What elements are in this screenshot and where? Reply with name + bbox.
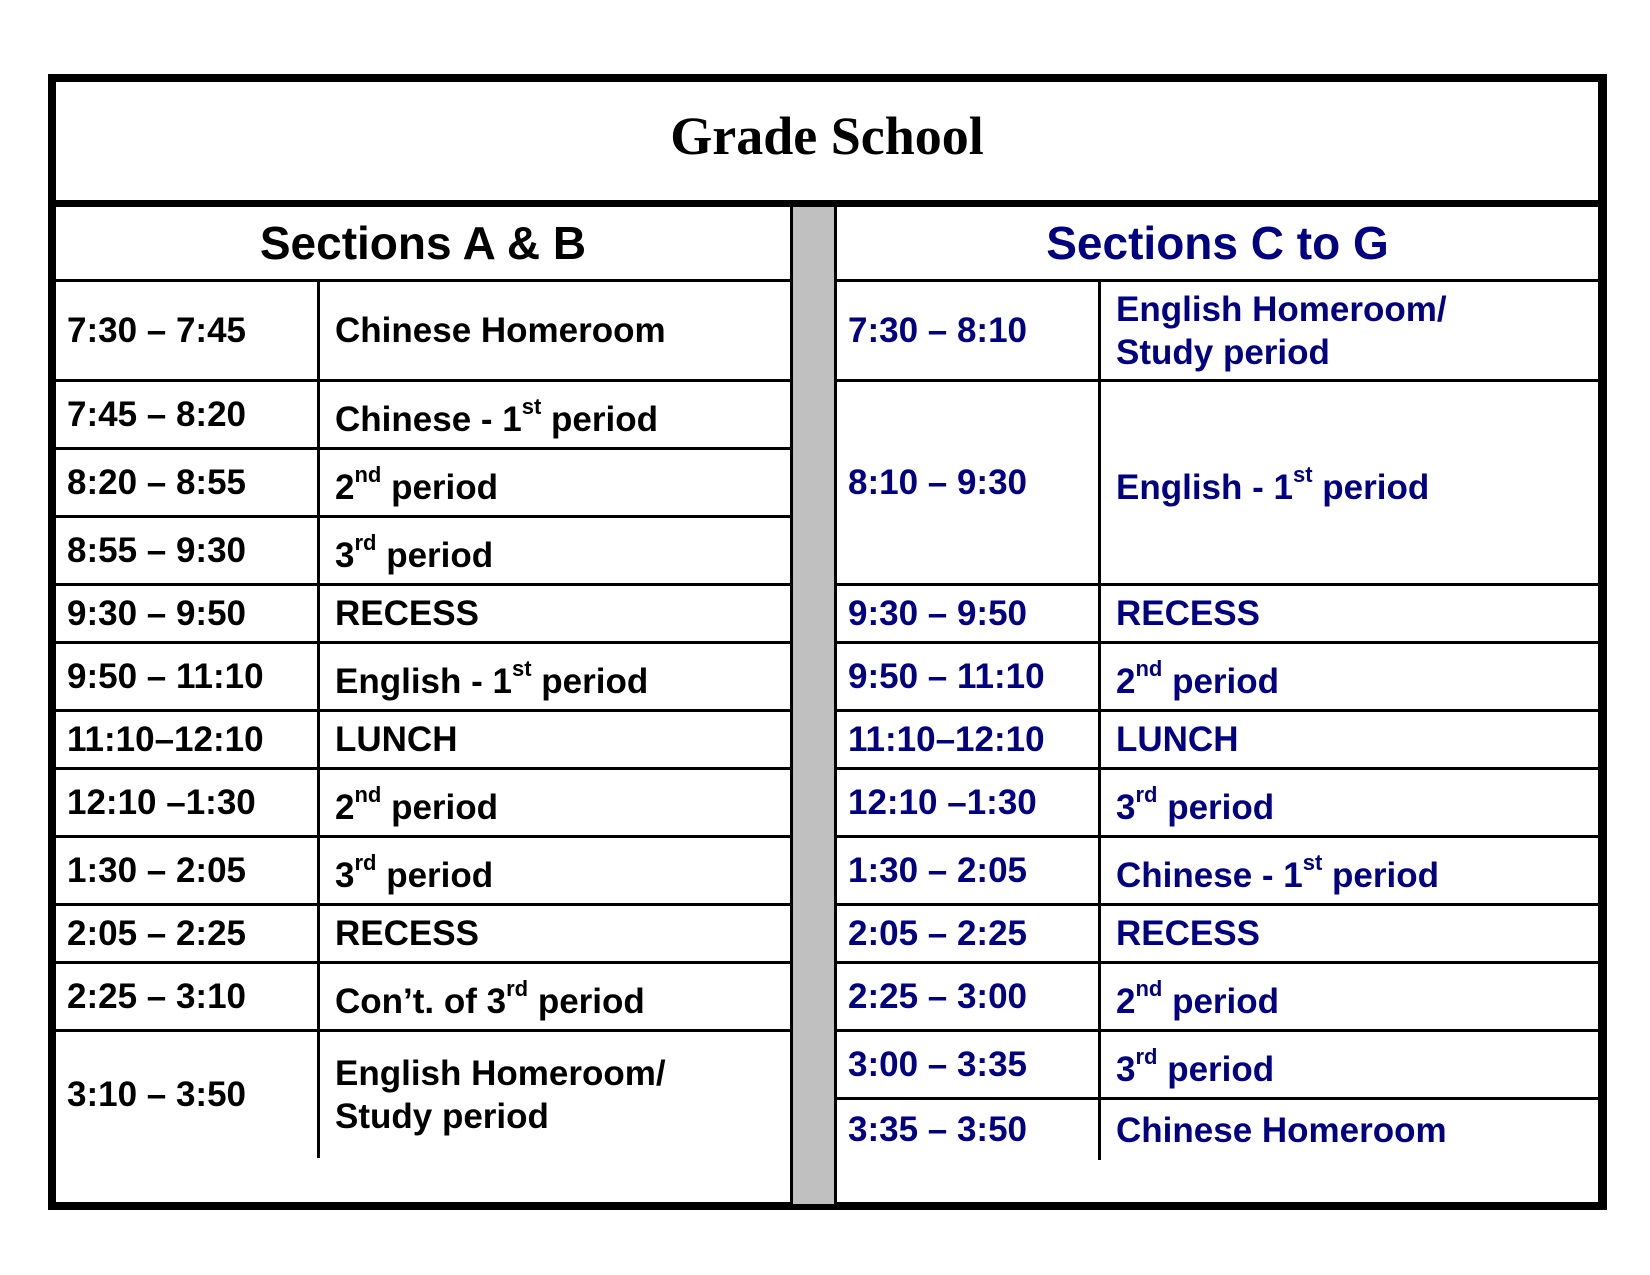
activity-text bbox=[335, 592, 479, 635]
activity-text bbox=[1116, 782, 1275, 829]
activity-label: 2 bbox=[335, 788, 355, 827]
schedule-row bbox=[56, 1032, 790, 1158]
sections-a-b-heading: Sections A & B bbox=[56, 207, 790, 282]
activity-label-line2: Study period bbox=[335, 1097, 549, 1136]
activity-cell bbox=[320, 282, 790, 379]
activity-label: LUNCH bbox=[335, 720, 458, 759]
schedule-row bbox=[56, 770, 790, 838]
time-cell: 8:55 – 9:30 bbox=[56, 518, 320, 583]
time-cell: 9:30 – 9:50 bbox=[837, 586, 1101, 641]
activity-cell bbox=[320, 450, 790, 515]
schedule-row bbox=[56, 282, 790, 382]
schedule-row bbox=[837, 1100, 1598, 1160]
activity-text bbox=[335, 656, 649, 703]
activity-label: RECESS bbox=[335, 914, 479, 953]
column-divider bbox=[790, 207, 837, 1204]
time-cell: 7:45 – 8:20 bbox=[56, 382, 320, 447]
title-text: Grade School bbox=[670, 106, 984, 166]
ordinal-suffix: nd bbox=[354, 462, 382, 488]
schedule-row bbox=[56, 382, 790, 450]
time-cell: 11:10–12:10 bbox=[56, 712, 320, 767]
time-cell: 7:30 – 7:45 bbox=[56, 282, 320, 379]
title-rule bbox=[54, 200, 1600, 207]
activity-label: 2 bbox=[335, 468, 355, 507]
activity-label: 2 bbox=[1116, 662, 1136, 701]
activity-cell bbox=[1101, 1100, 1598, 1160]
time-cell: 3:00 – 3:35 bbox=[837, 1032, 1101, 1097]
activity-period-word: period bbox=[376, 536, 494, 575]
activity-label: 3 bbox=[335, 536, 355, 575]
schedule-row bbox=[56, 518, 790, 586]
activity-cell bbox=[1101, 382, 1598, 583]
activity-period-word: period bbox=[381, 468, 499, 507]
time-cell: 9:30 – 9:50 bbox=[56, 586, 320, 641]
activity-label: RECESS bbox=[335, 594, 479, 633]
schedule-row bbox=[837, 382, 1598, 586]
schedule-title bbox=[56, 84, 1598, 200]
ordinal-suffix: rd bbox=[1135, 1044, 1158, 1070]
ordinal-suffix: rd bbox=[1135, 782, 1158, 808]
time-cell: 2:05 – 2:25 bbox=[56, 906, 320, 961]
activity-cell bbox=[320, 586, 790, 641]
time-cell: 12:10 –1:30 bbox=[56, 770, 320, 835]
activity-cell bbox=[1101, 964, 1598, 1029]
ordinal-suffix: rd bbox=[354, 530, 377, 556]
activity-text bbox=[335, 1052, 666, 1138]
schedule-row bbox=[837, 770, 1598, 838]
ordinal-suffix: nd bbox=[1135, 976, 1163, 1002]
activity-text bbox=[335, 976, 645, 1023]
time-cell: 12:10 –1:30 bbox=[837, 770, 1101, 835]
schedule-row bbox=[56, 586, 790, 644]
ordinal-suffix: nd bbox=[354, 782, 382, 808]
time-cell: 8:10 – 9:30 bbox=[837, 382, 1101, 583]
ordinal-suffix: st bbox=[511, 656, 532, 682]
activity-period-word: period bbox=[1322, 856, 1439, 895]
activity-label: RECESS bbox=[1116, 914, 1260, 953]
schedule-row bbox=[837, 644, 1598, 712]
schedule-row bbox=[837, 586, 1598, 644]
activity-label: Chinese Homeroom bbox=[335, 311, 666, 350]
activity-period-word: period bbox=[531, 662, 649, 701]
ordinal-suffix: rd bbox=[354, 850, 377, 876]
activity-period-word: period bbox=[1162, 982, 1280, 1021]
activity-text bbox=[1116, 850, 1439, 897]
activity-cell bbox=[320, 518, 790, 583]
activity-period-word: period bbox=[1157, 1050, 1275, 1089]
activity-cell bbox=[320, 644, 790, 709]
time-cell: 2:25 – 3:00 bbox=[837, 964, 1101, 1029]
activity-cell bbox=[1101, 282, 1598, 379]
activity-cell bbox=[320, 838, 790, 903]
sections-a-b-column bbox=[56, 207, 790, 1158]
activity-text bbox=[335, 462, 499, 509]
ordinal-suffix: nd bbox=[1135, 656, 1163, 682]
sections-c-g-heading: Sections C to G bbox=[837, 207, 1598, 282]
activity-label: English Homeroom/ bbox=[335, 1054, 666, 1093]
schedule-row bbox=[56, 644, 790, 712]
ordinal-suffix: st bbox=[1292, 462, 1313, 488]
time-cell: 1:30 – 2:05 bbox=[56, 838, 320, 903]
activity-label-line2: Study period bbox=[1116, 332, 1330, 372]
schedule-row bbox=[56, 838, 790, 906]
activity-cell bbox=[320, 1032, 790, 1158]
ordinal-suffix: rd bbox=[506, 976, 529, 1002]
activity-text bbox=[335, 309, 666, 352]
schedule-row bbox=[56, 450, 790, 518]
activity-cell bbox=[320, 770, 790, 835]
activity-period-word: period bbox=[1162, 662, 1280, 701]
schedule-row bbox=[837, 906, 1598, 964]
schedule-row bbox=[56, 906, 790, 964]
activity-period-word: period bbox=[376, 856, 494, 895]
time-cell: 11:10–12:10 bbox=[837, 712, 1101, 767]
activity-text bbox=[335, 850, 494, 897]
activity-cell bbox=[1101, 644, 1598, 709]
ordinal-suffix: st bbox=[1302, 850, 1323, 876]
activity-text bbox=[1116, 1109, 1447, 1152]
activity-text bbox=[1116, 288, 1447, 374]
activity-cell bbox=[1101, 1032, 1598, 1097]
activity-cell bbox=[1101, 586, 1598, 641]
schedule-row bbox=[837, 838, 1598, 906]
activity-cell bbox=[1101, 770, 1598, 835]
activity-label: Con’t. of 3 bbox=[335, 982, 507, 1021]
activity-text bbox=[1116, 462, 1430, 509]
time-cell: 3:35 – 3:50 bbox=[837, 1100, 1101, 1160]
activity-text bbox=[335, 530, 494, 577]
schedule-row bbox=[837, 712, 1598, 770]
time-cell: 3:10 – 3:50 bbox=[56, 1032, 320, 1158]
activity-label: English Homeroom/ bbox=[1116, 289, 1447, 329]
activity-period-word: period bbox=[528, 982, 645, 1021]
activity-label: 2 bbox=[1116, 982, 1136, 1021]
activity-cell bbox=[1101, 712, 1598, 767]
activity-cell bbox=[1101, 906, 1598, 961]
schedule-row bbox=[837, 1032, 1598, 1100]
activity-cell bbox=[320, 712, 790, 767]
time-cell: 8:20 – 8:55 bbox=[56, 450, 320, 515]
time-cell: 1:30 – 2:05 bbox=[837, 838, 1101, 903]
activity-period-word: period bbox=[381, 788, 499, 827]
activity-period-word: period bbox=[1312, 468, 1430, 507]
time-cell: 7:30 – 8:10 bbox=[837, 282, 1101, 379]
activity-text bbox=[1116, 592, 1260, 635]
activity-label: 3 bbox=[1116, 1050, 1136, 1089]
time-cell: 2:25 – 3:10 bbox=[56, 964, 320, 1029]
schedule-row bbox=[837, 964, 1598, 1032]
activity-cell bbox=[320, 382, 790, 447]
time-cell: 9:50 – 11:10 bbox=[837, 644, 1101, 709]
activity-period-word: period bbox=[541, 400, 658, 439]
activity-text bbox=[335, 782, 499, 829]
activity-label: Chinese - 1 bbox=[1116, 856, 1303, 895]
schedule-row bbox=[837, 282, 1598, 382]
activity-label: 3 bbox=[335, 856, 355, 895]
activity-text bbox=[1116, 718, 1238, 761]
activity-text bbox=[335, 394, 658, 441]
activity-label: English - 1 bbox=[335, 662, 512, 701]
activity-text bbox=[335, 912, 479, 955]
activity-text bbox=[1116, 1044, 1275, 1091]
time-cell: 9:50 – 11:10 bbox=[56, 644, 320, 709]
sections-c-g-column bbox=[837, 207, 1598, 1160]
activity-text bbox=[1116, 656, 1280, 703]
activity-text bbox=[335, 718, 457, 761]
activity-label: Chinese Homeroom bbox=[1116, 1110, 1447, 1150]
activity-cell bbox=[320, 964, 790, 1029]
sections-a-b-rows bbox=[56, 282, 790, 1158]
schedule-row bbox=[56, 712, 790, 770]
time-cell: 2:05 – 2:25 bbox=[837, 906, 1101, 961]
activity-text bbox=[1116, 976, 1280, 1023]
sections-c-g-rows bbox=[837, 282, 1598, 1160]
activity-label: 3 bbox=[1116, 788, 1136, 827]
activity-label: LUNCH bbox=[1116, 720, 1239, 759]
activity-label: RECESS bbox=[1116, 594, 1260, 633]
activity-text bbox=[1116, 912, 1260, 955]
activity-period-word: period bbox=[1157, 788, 1275, 827]
activity-label: Chinese - 1 bbox=[335, 400, 522, 439]
activity-cell bbox=[320, 906, 790, 961]
activity-cell bbox=[1101, 838, 1598, 903]
activity-label: English - 1 bbox=[1116, 468, 1293, 507]
ordinal-suffix: st bbox=[521, 394, 542, 420]
schedule-row bbox=[56, 964, 790, 1032]
